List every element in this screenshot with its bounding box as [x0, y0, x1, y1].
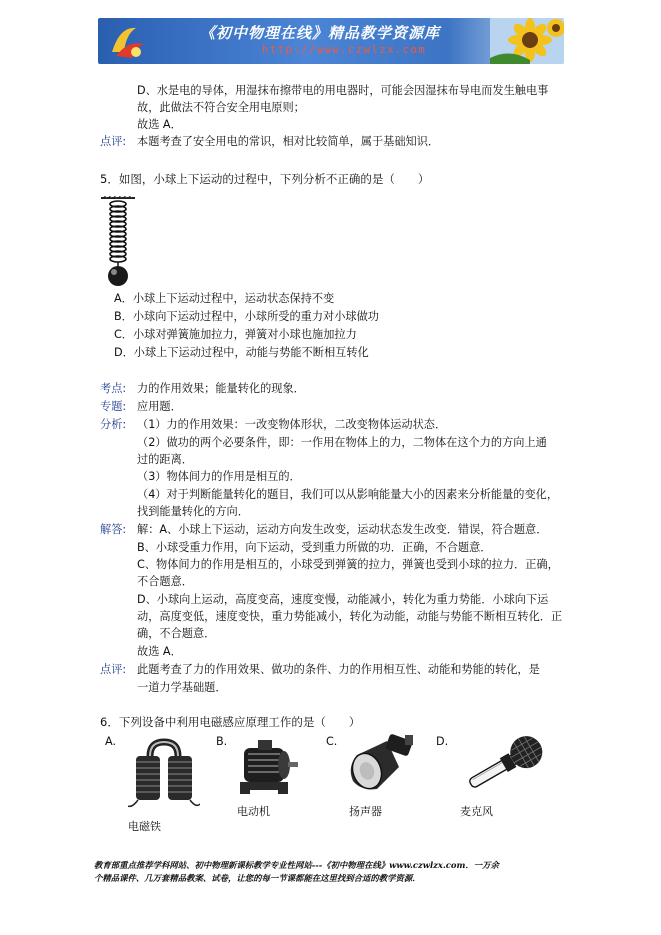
q5-jieda-line: 故选 A．: [137, 645, 182, 658]
q5-kaodian: 力的作用效果；能量转化的现象．: [137, 382, 305, 395]
q6-stem: 6．下列设备中利用电磁感应原理工作的是（ ）: [100, 715, 361, 729]
q5-option-d: D．小球上下运动过程中，动能与势能不断相互转化: [114, 346, 369, 359]
q5-jieda-line: C、物体间力的作用是相互的，小球受到弹簧的拉力，弹簧也受到小球的拉力．正确，: [137, 558, 559, 571]
q6-option-a-letter: A.: [105, 735, 117, 748]
q5-comment-line: 一道力学基础题．: [137, 681, 227, 694]
q5-jieda-line: 确，不合题意．: [137, 627, 216, 640]
q5-zhuanti-label: 专题:: [100, 400, 127, 413]
q5-jieda-line: B、小球受重力作用，向下运动，受到重力所做的功．正确，不合题意．: [137, 541, 492, 554]
microphone-image: [458, 733, 554, 797]
q5-comment-line: 此题考查了力的作用效果、做功的条件、力的作用相互性、动能和势能的转化，是: [137, 663, 540, 676]
loudspeaker-image: [347, 733, 417, 797]
electromagnet-image: [128, 738, 200, 810]
footer-line1: 教育部重点推荐学科网站、初中物理新课标教学专业性网站---《初中物理在线》www.czwlzx.com．一万余: [94, 860, 499, 870]
q5-kaodian-label: 考点:: [100, 382, 127, 395]
q5-fenxi-label: 分析:: [100, 418, 127, 431]
q5-jieda-line: D、小球向上运动，高度变高，速度变慢，动能减小，转化为重力势能．小球向下运: [137, 593, 549, 606]
q6-option-d-letter: D.: [436, 735, 449, 748]
q5-stem: 5．如图，小球上下运动的过程中，下列分析不正确的是（ ）: [100, 172, 430, 186]
q5-fenxi-line: （4）对于判断能量转化的题目，我们可以从影响能量大小的因素来分析能量的变化，: [137, 488, 559, 501]
q4-option-d-line2: 故，此做法不符合安全用电原则；: [137, 101, 305, 114]
q5-fenxi-line: （3）物体间力的作用是相互的．: [137, 470, 301, 483]
q5-option-c: C．小球对弹簧施加拉力，弹簧对小球也施加拉力: [114, 328, 357, 341]
q5-option-a: A．小球上下运动过程中，运动状态保持不变: [114, 292, 335, 305]
q6-option-a-caption: 电磁铁: [128, 820, 161, 833]
q5-fenxi-line: （1）力的作用效果：一改变物体形状，二改变物体运动状态．: [137, 418, 447, 431]
q6-option-b-letter: B.: [216, 735, 228, 748]
q4-comment: 本题考查了安全用电的常识，相对比较简单，属于基础知识．: [137, 135, 440, 148]
q5-zhuanti: 应用题．: [137, 400, 182, 413]
q5-fenxi-line: 找到能量转化的方向．: [137, 505, 249, 518]
q5-jieda-line: 动，高度变低，速度变快，重力势能减小，转化为动能，动能与势能不断相互转化．正: [137, 610, 563, 623]
q5-jieda-label: 解答:: [100, 523, 127, 536]
q5-fenxi-line: 过的距离．: [137, 453, 193, 466]
electric-motor-image: [236, 738, 298, 794]
logo-icon: [106, 22, 150, 62]
q5-jieda-line: 解：A、小球上下运动，运动方向发生改变，运动状态发生改变．错误，符合题意．: [137, 523, 548, 536]
footer-line2: 个精品课件、几万套精品教案、试卷，让您的每一节课都能在这里找到合适的教学资源．: [94, 873, 421, 883]
sunflower-image: [490, 18, 564, 64]
q6-option-c-letter: C.: [326, 735, 338, 748]
q6-option-c-caption: 扬声器: [349, 805, 382, 818]
q5-comment-label: 点评:: [100, 663, 127, 676]
q5-fenxi-line: （2）做功的两个必要条件，即：一作用在物体上的力，二物体在这个力的方向上通: [137, 436, 547, 449]
spring-ball-figure: [101, 196, 137, 290]
header-url: http://www.czwlzx.com: [262, 44, 427, 56]
q5-jieda-line: 不合题意．: [137, 575, 193, 588]
q4-option-d-line1: D、水是电的导体，用湿抹布擦带电的用电器时，可能会因湿抹布导电而发生触电事: [137, 84, 549, 97]
q6-option-b-caption: 电动机: [237, 805, 270, 818]
q4-answer: 故选 A．: [137, 118, 182, 131]
header-title: 《初中物理在线》精品教学资源库: [200, 24, 441, 42]
q4-comment-label: 点评:: [100, 135, 127, 148]
q6-option-d-caption: 麦克风: [460, 805, 493, 818]
q5-option-b: B．小球向下运动过程中，小球所受的重力对小球做功: [114, 310, 379, 323]
